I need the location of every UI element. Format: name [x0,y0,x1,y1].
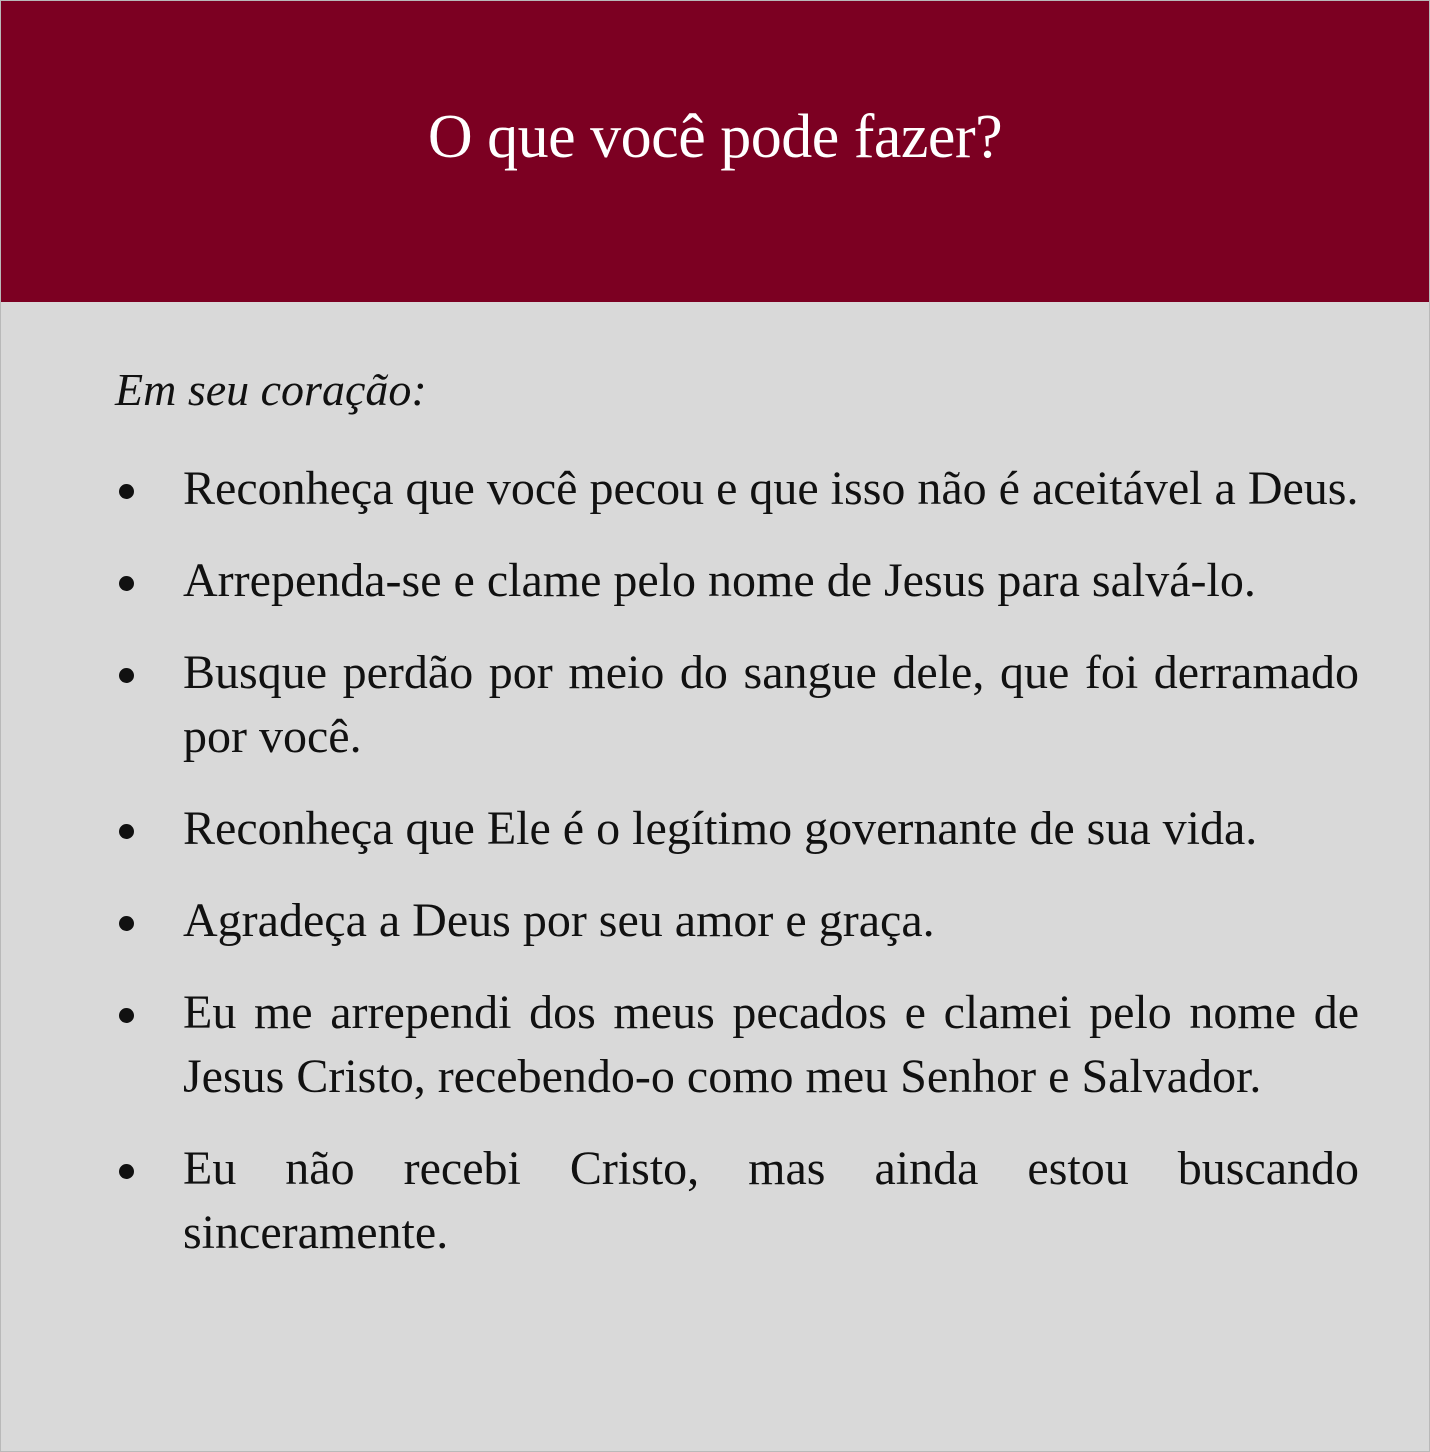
bullet-icon [119,484,134,499]
bullet-icon [119,1164,134,1179]
list-item-text: Busque perdão por meio do sangue dele, que foi derramado por você. [183,646,1359,763]
bullet-icon [119,1008,134,1023]
list-item [183,457,1359,521]
list-item [183,797,1359,861]
list-item-text: Eu não recebi Cristo, mas ainda estou buscando sinceramente. [183,1142,1359,1259]
guidance-list [1,457,1429,1293]
list-item [183,549,1359,613]
bullet-icon [119,916,134,931]
header-banner [1,1,1429,302]
bullet-icon [119,668,134,683]
list-item [183,981,1359,1109]
list-item-text: Eu me arrependi dos meus pecados e clamei pelo nome de Jesus Cristo, recebendo-o como meu Senhor e Salvador. [183,986,1359,1103]
list-item-text: Agradeça a Deus por seu amor e graça. [183,894,935,947]
list-item [183,641,1359,769]
list-item [183,1137,1359,1265]
bullet-icon [119,824,134,839]
list-item-text: Reconheça que você pecou e que isso não é aceitável a Deus. [183,462,1359,515]
list-item-text: Reconheça que Ele é o legítimo governante de sua vida. [183,802,1258,855]
bullet-icon [119,576,134,591]
list-item [183,889,1359,953]
list-item-text: Arrependa-se e clame pelo nome de Jesus para salvá-lo. [183,554,1256,607]
page-title: O que você pode fazer? [427,103,1003,171]
section-subheading: Em seu coração: [115,364,427,415]
